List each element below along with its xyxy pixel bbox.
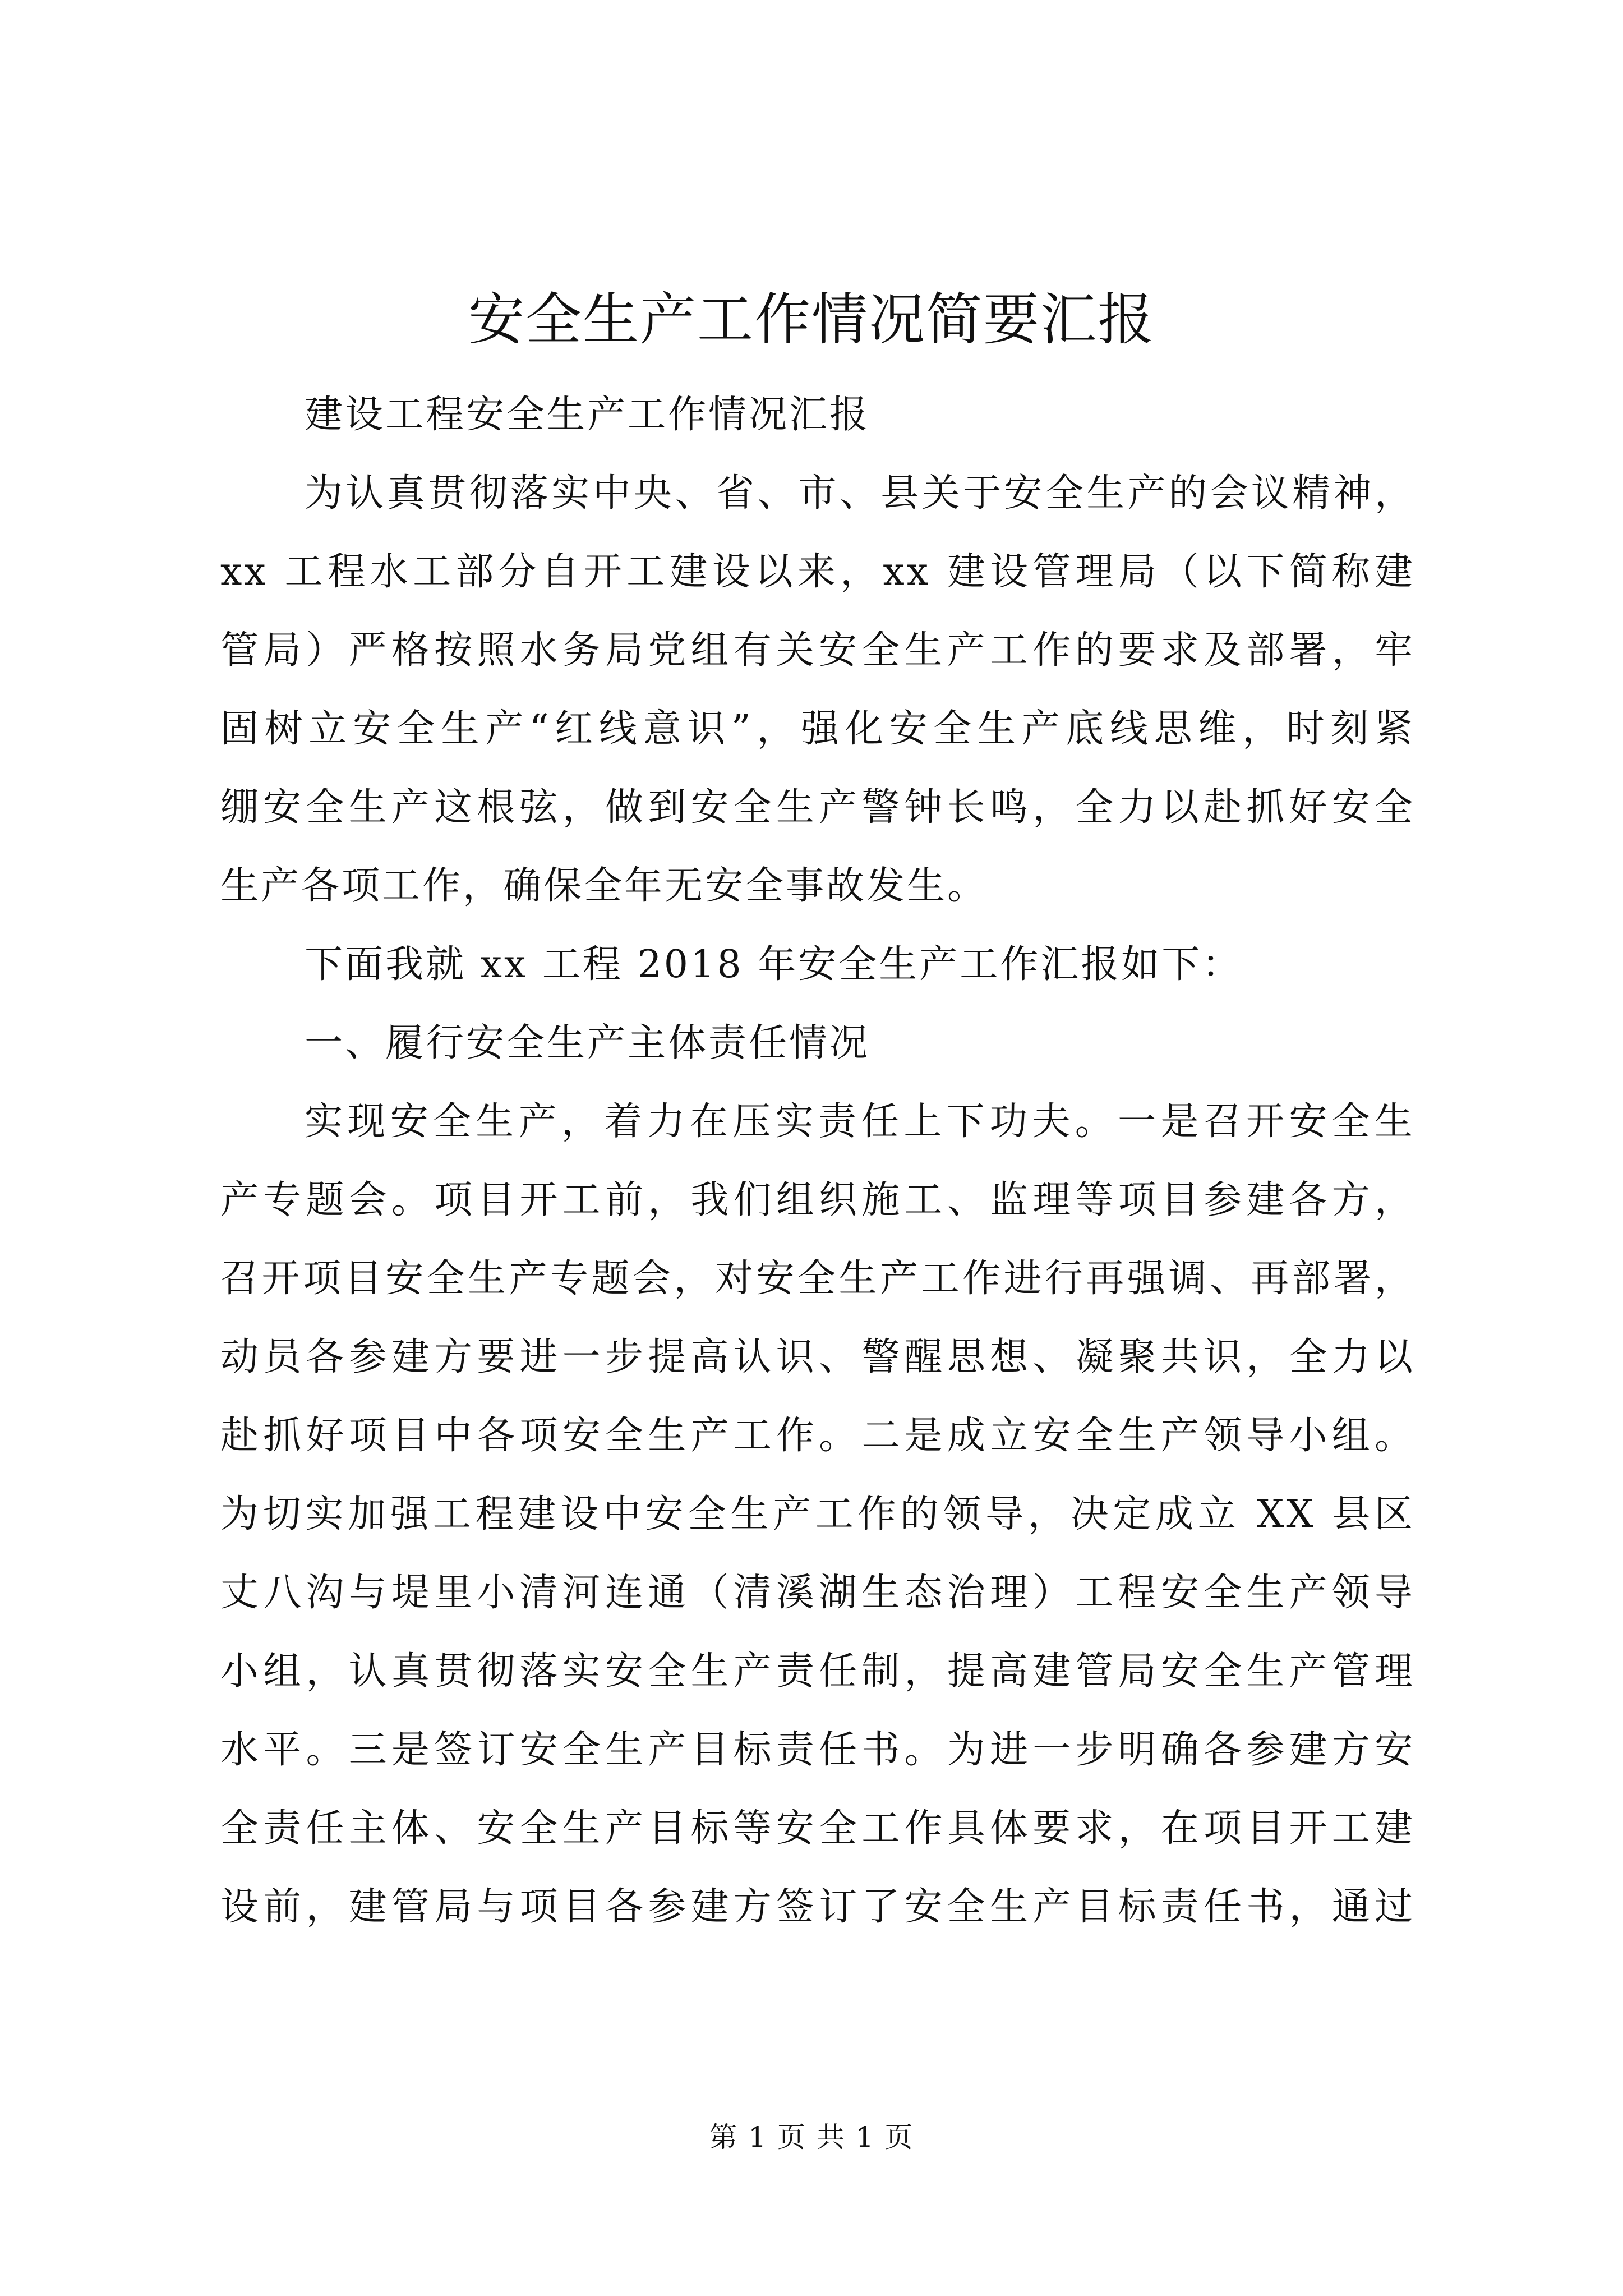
paragraph-line: 管局）严格按照水务局党组有关安全生产工作的要求及部署，牢 bbox=[220, 628, 1415, 673]
paragraph-line: 为认真贯彻落实中央、省、市、县关于安全生产的会议精神， bbox=[305, 471, 1415, 516]
paragraph-line: 建设工程安全生产工作情况汇报 bbox=[305, 393, 870, 437]
paragraph-line: 生产各项工作，确保全年无安全事故发生。 bbox=[220, 864, 988, 908]
paragraph-line: 赴抓好项目中各项安全生产工作。二是成立安全生产领导小组。 bbox=[220, 1414, 1415, 1458]
paragraph-line: 丈八沟与堤里小清河连通（清溪湖生态治理）工程安全生产领导 bbox=[220, 1571, 1415, 1615]
paragraph-line: 一、履行安全生产主体责任情况 bbox=[305, 1021, 870, 1065]
paragraph-line: 小组，认真贯彻落实安全生产责任制，提高建管局安全生产管理 bbox=[220, 1649, 1415, 1694]
paragraph-line: xx 工程水工部分自开工建设以来，xx 建设管理局（以下简称建 bbox=[220, 550, 1415, 594]
paragraph-line: 为切实加强工程建设中安全生产工作的领导，决定成立 XX 县区 bbox=[220, 1492, 1415, 1536]
document-title: 安全生产工作情况简要汇报 bbox=[468, 287, 1155, 352]
paragraph-line: 召开项目安全生产专题会，对安全生产工作进行再强调、再部署， bbox=[220, 1257, 1415, 1301]
paragraph-line: 产专题会。项目开工前，我们组织施工、监理等项目参建各方， bbox=[220, 1178, 1415, 1222]
paragraph-line: 动员各参建方要进一步提高认识、警醒思想、凝聚共识，全力以 bbox=[220, 1335, 1415, 1379]
paragraph-line: 实现安全生产，着力在压实责任上下功夫。一是召开安全生 bbox=[305, 1099, 1415, 1144]
paragraph-line: 绷安全生产这根弦，做到安全生产警钟长鸣，全力以赴抓好安全 bbox=[220, 785, 1415, 830]
page-footer: 第 1 页 共 1 页 bbox=[709, 2121, 914, 2154]
paragraph-line: 下面我就 xx 工程 2018 年安全生产工作汇报如下： bbox=[305, 942, 1243, 987]
document-body bbox=[220, 376, 1415, 1947]
paragraph-line: 固树立安全生产“红线意识”，强化安全生产底线思维，时刻紧 bbox=[220, 707, 1415, 751]
paragraph-line: 设前，建管局与项目各参建方签订了安全生产目标责任书，通过 bbox=[220, 1885, 1415, 1929]
paragraph-line: 水平。三是签订安全生产目标责任书。为进一步明确各参建方安 bbox=[220, 1728, 1415, 1772]
paragraph-line: 全责任主体、安全生产目标等安全工作具体要求，在项目开工建 bbox=[220, 1806, 1415, 1851]
